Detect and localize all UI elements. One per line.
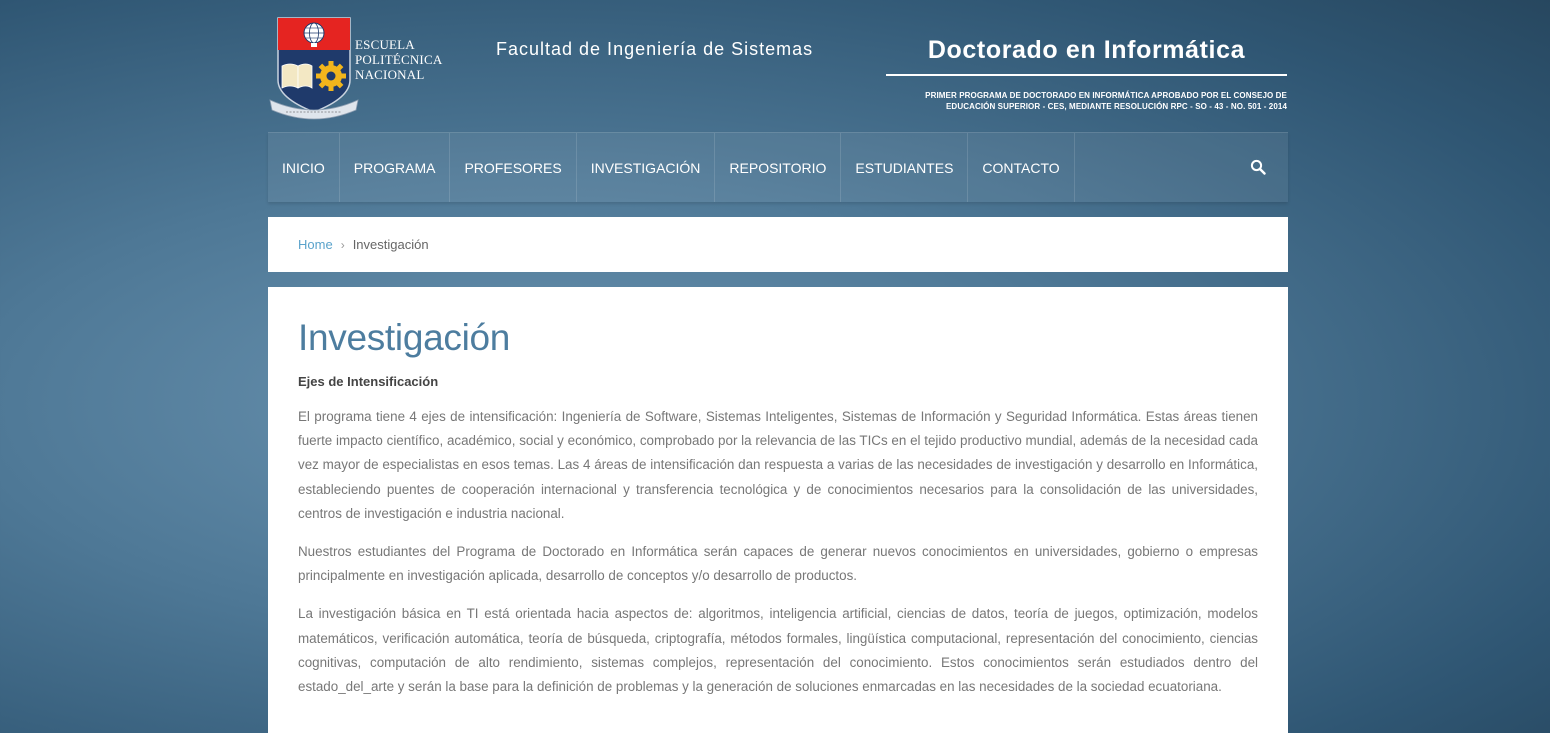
section-subheading: Ejes de Intensificación xyxy=(298,374,439,389)
faculty-name: Facultad de Ingeniería de Sistemas xyxy=(496,39,814,59)
logo-line-1: ESCUELA xyxy=(355,37,415,52)
program-resolution xyxy=(886,90,1287,112)
nav-item-contacto[interactable]: CONTACTO xyxy=(968,133,1074,202)
program-resolution-line-1: PRIMER PROGRAMA DE DOCTORADO EN INFORMÁTICA APROBADO POR EL CONSEJO DE xyxy=(925,91,1287,100)
nav-item-investigacion[interactable]: INVESTIGACIÓN xyxy=(577,133,716,202)
main-content xyxy=(268,287,1288,733)
nav-item-programa[interactable]: PROGRAMA xyxy=(340,133,451,202)
paragraph-2: Nuestros estudiantes del Programa de Doctorado en Informática serán capaces de generar nuevos conocimientos en universidades, gobierno o empresas principalmente en investigación aplicada, desarrollo de conceptos y/o desarrollo de productos. xyxy=(298,544,1258,584)
nav-item-repositorio[interactable]: REPOSITORIO xyxy=(715,133,841,202)
site-header xyxy=(268,0,1288,132)
university-logo[interactable] xyxy=(268,16,360,122)
breadcrumb-home-link[interactable]: Home xyxy=(298,237,333,252)
main-navigation xyxy=(268,132,1288,202)
logo-line-3: NACIONAL xyxy=(355,67,425,82)
breadcrumb-current: Investigación xyxy=(352,237,429,252)
program-divider xyxy=(886,74,1287,76)
logo-wordmark xyxy=(355,37,442,82)
paragraph-3: La investigación básica en TI está orientada hacia aspectos de: algoritmos, inteligencia artificial, ciencias de datos, teoría de juegos, optimización, modelos matemáticos, verificación automática, teoría de búsqueda, criptografía, métodos formales, lingüística computacional, representación del conocimiento, ciencias cognitivas, computación de alto rendimiento, sistemas complejos, representación del conocimiento. Estos conocimientos serán estudiados dentro del estado_del_arte y serán la base para la definición de problemas y la generación de soluciones enmarcadas en las necesidades de la sociedad ecuatoriana. xyxy=(298,606,1258,695)
paragraph-1: El programa tiene 4 ejes de intensificación: Ingeniería de Software, Sistemas Inteligentes, Sistemas de Información y Seguridad Informática. Estas áreas tienen fuerte impacto científico, académico, social y económico, comprobado por la relevancia de las TICs en el tejido productivo mundial, además de la necesidad cada vez mayor de especialistas en esos temas. Las 4 áreas de intensificación dan respuesta a varias de las necesidades de investigación y desarrollo en Informática, estableciendo puentes de cooperación internacional y transferencia tecnológica y de conocimientos necesarios para la consolidación de las universidades, centros de investigación e industria nacional. xyxy=(298,409,1258,521)
program-title: Doctorado en Informática xyxy=(927,36,1246,64)
breadcrumb-separator: › xyxy=(340,237,345,252)
program-heading xyxy=(886,32,1287,112)
nav-item-estudiantes[interactable]: ESTUDIANTES xyxy=(841,133,968,202)
program-resolution-line-2: EDUCACIÓN SUPERIOR - CES, MEDIANTE RESOLUCIÓN RPC - SO - 43 - NO. 501 - 2014 xyxy=(946,102,1287,111)
page-title: Investigación xyxy=(298,317,511,358)
logo-line-2: POLITÉCNICA xyxy=(355,52,443,67)
breadcrumb xyxy=(268,217,1288,272)
nav-item-inicio[interactable]: INICIO xyxy=(268,133,340,202)
nav-item-profesores[interactable]: PROFESORES xyxy=(450,133,576,202)
search-icon[interactable] xyxy=(1250,159,1266,175)
